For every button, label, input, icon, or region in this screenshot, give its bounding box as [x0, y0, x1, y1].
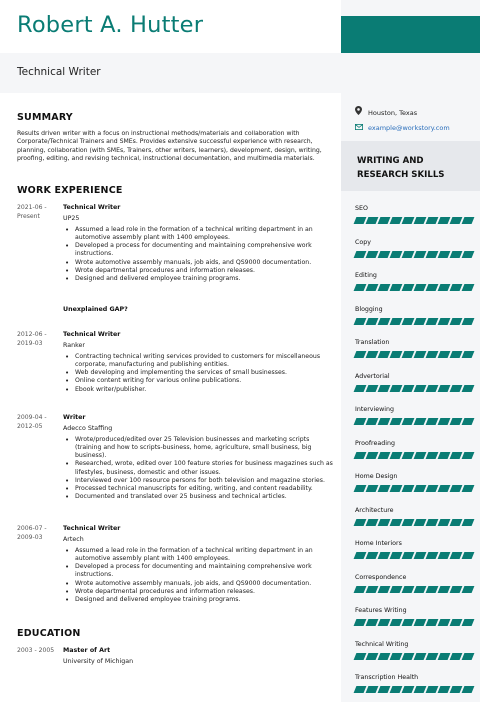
- bullet-item: • Wrote departmental procedures and information releases.: [63, 588, 335, 596]
- skill-level-segment: [438, 318, 451, 325]
- contact-location: [355, 106, 417, 117]
- skill-item: [355, 272, 475, 291]
- skill-level-segment: [426, 619, 439, 626]
- date-end: Present: [17, 212, 40, 220]
- skill-level-segment: [462, 653, 475, 660]
- skill-level-bar: [355, 251, 475, 258]
- skill-level-segment: [414, 586, 427, 593]
- skill-level-segment: [438, 385, 451, 392]
- skill-level-segment: [426, 653, 439, 660]
- skill-level-segment: [450, 418, 463, 425]
- skill-level-segment: [366, 552, 379, 559]
- skill-level-segment: [354, 452, 367, 459]
- date-start: 2021-06 -: [17, 204, 47, 211]
- skill-level-segment: [402, 351, 415, 358]
- bullet-item: • Wrote departmental procedures and information releases.: [63, 267, 335, 275]
- experience-title: Technical Writer: [63, 331, 121, 338]
- skill-level-segment: [438, 284, 451, 291]
- skill-level-segment: [378, 686, 391, 693]
- skill-label: Proofreading: [355, 439, 395, 447]
- skill-level-segment: [438, 418, 451, 425]
- skill-level-segment: [402, 217, 415, 224]
- bullet-item: • Wrote/produced/edited over 25 Television businesses and marketing scripts (training and how to scripts-business, home, agriculture, small business, big business).: [63, 436, 335, 460]
- skills-header: [341, 141, 480, 191]
- skill-level-segment: [390, 552, 403, 559]
- skill-level-segment: [402, 418, 415, 425]
- skill-level-segment: [414, 284, 427, 291]
- skill-level-segment: [438, 552, 451, 559]
- bullet-item: • Developed a process for documenting and maintaining comprehensive work instructions.: [63, 563, 335, 579]
- skill-item: [355, 674, 475, 693]
- experience-title: Writer: [63, 414, 86, 421]
- experience-date: [17, 414, 59, 431]
- skill-level-segment: [438, 519, 451, 526]
- skill-label: Technical Writing: [355, 640, 409, 648]
- skill-item: [355, 239, 475, 258]
- location-pin-icon: [355, 106, 364, 117]
- experience-bullets: [63, 353, 335, 393]
- education-school: University of Michigan: [63, 657, 134, 665]
- sidebar-accent-block: [341, 16, 480, 53]
- skill-level-segment: [450, 385, 463, 392]
- skill-level-segment: [462, 284, 475, 291]
- skill-level-segment: [462, 619, 475, 626]
- skill-level-segment: [414, 653, 427, 660]
- skill-level-segment: [378, 318, 391, 325]
- skill-item: [355, 406, 475, 425]
- skill-label: Correspondence: [355, 573, 407, 581]
- experience-company: Adecco Staffing: [63, 424, 113, 432]
- email-link[interactable]: example@workstory.com: [368, 124, 450, 132]
- skill-level-segment: [414, 552, 427, 559]
- skill-level-segment: [426, 351, 439, 358]
- skill-level-segment: [414, 619, 427, 626]
- bullet-item: • Documented and translated over 25 business and technical articles.: [63, 493, 335, 501]
- skill-level-segment: [378, 385, 391, 392]
- experience-bullets: [63, 226, 335, 283]
- skill-level-segment: [462, 686, 475, 693]
- skill-level-bar: [355, 485, 475, 492]
- skill-level-segment: [354, 385, 367, 392]
- skill-level-segment: [462, 318, 475, 325]
- skill-level-segment: [402, 619, 415, 626]
- bullet-item: • Processed technical manuscripts for editing, writing, and content readability.: [63, 485, 335, 493]
- skill-level-segment: [438, 653, 451, 660]
- skill-level-segment: [354, 619, 367, 626]
- skill-label: Home Interiors: [355, 540, 402, 547]
- skill-level-segment: [450, 284, 463, 291]
- skill-level-segment: [450, 251, 463, 258]
- skill-level-segment: [366, 653, 379, 660]
- skill-label: Translation: [355, 339, 390, 346]
- skill-level-segment: [426, 586, 439, 593]
- skill-level-segment: [354, 251, 367, 258]
- bullet-item: • Developed a process for documenting and maintaining comprehensive work instructions.: [63, 242, 335, 258]
- skill-label: Advertorial: [355, 372, 390, 380]
- experience-company: Artech: [63, 535, 84, 543]
- skill-item: [355, 540, 475, 559]
- skill-level-segment: [390, 418, 403, 425]
- experience-date: [17, 204, 59, 221]
- skill-level-segment: [402, 318, 415, 325]
- skill-level-segment: [438, 217, 451, 224]
- skill-label: Blogging: [355, 305, 383, 313]
- skill-level-segment: [462, 485, 475, 492]
- skill-level-segment: [438, 619, 451, 626]
- skill-level-segment: [426, 251, 439, 258]
- skill-level-bar: [355, 586, 475, 593]
- skill-level-segment: [402, 686, 415, 693]
- skill-level-segment: [390, 251, 403, 258]
- skill-level-segment: [354, 284, 367, 291]
- skill-level-bar: [355, 619, 475, 626]
- skill-level-segment: [378, 418, 391, 425]
- skill-level-segment: [426, 452, 439, 459]
- skill-level-segment: [354, 586, 367, 593]
- bullet-item: • Ebook writer/publisher.: [63, 386, 335, 394]
- skill-level-segment: [414, 318, 427, 325]
- skill-level-segment: [426, 686, 439, 693]
- skill-level-segment: [378, 552, 391, 559]
- skill-level-bar: [355, 418, 475, 425]
- skill-level-segment: [450, 519, 463, 526]
- skill-label: Architecture: [355, 506, 394, 514]
- skill-level-segment: [366, 385, 379, 392]
- bullet-item: • Interviewed over 100 resource persons for both television and magazine stories.: [63, 477, 335, 485]
- skill-level-segment: [438, 586, 451, 593]
- skill-level-segment: [366, 686, 379, 693]
- skill-level-segment: [450, 552, 463, 559]
- skill-level-segment: [354, 418, 367, 425]
- skill-level-segment: [390, 385, 403, 392]
- skill-item: [355, 205, 475, 224]
- experience-date: [17, 525, 59, 542]
- skills-heading-line2: RESEARCH SKILLS: [357, 169, 445, 180]
- skill-level-segment: [414, 385, 427, 392]
- skill-level-segment: [378, 519, 391, 526]
- skill-level-segment: [462, 217, 475, 224]
- skill-level-segment: [414, 217, 427, 224]
- skill-level-segment: [366, 251, 379, 258]
- skill-level-segment: [426, 217, 439, 224]
- skill-level-segment: [378, 653, 391, 660]
- skill-level-segment: [390, 586, 403, 593]
- skill-level-segment: [414, 452, 427, 459]
- skill-level-segment: [390, 452, 403, 459]
- skill-level-segment: [378, 586, 391, 593]
- education-date: 2003 - 2005: [17, 647, 55, 654]
- skill-level-segment: [390, 318, 403, 325]
- experience-title: Technical Writer: [63, 525, 121, 532]
- skill-level-bar: [355, 653, 475, 660]
- skill-level-segment: [366, 318, 379, 325]
- skill-level-segment: [462, 519, 475, 526]
- skill-level-segment: [450, 351, 463, 358]
- date-start: 2009-04 -: [17, 414, 47, 421]
- skill-level-segment: [450, 318, 463, 325]
- date-end: 2012-05: [17, 422, 43, 430]
- summary-text: Results driven writer with a focus on instructional methods/materials and collaboration with Corporate/Technical Trainers and SMEs. Provides extensive successful experience with research, planning, collaboration (with SMEs, Trainers, other writers, learners), development, design, writing, proofing, editing, and revising technical, instructional documentation, and multimedia materials.: [17, 130, 322, 163]
- experience-company: Ranker: [63, 341, 85, 349]
- skill-label: Transcription Health: [355, 674, 419, 681]
- skill-level-segment: [450, 619, 463, 626]
- skill-level-segment: [450, 653, 463, 660]
- skill-item: [355, 574, 475, 593]
- skill-level-segment: [402, 586, 415, 593]
- skill-level-segment: [426, 552, 439, 559]
- bullet-item: • Assumed a lead role in the formation of a technical writing department in an automotive assembly plant with 1400 employees.: [63, 226, 335, 242]
- skill-level-segment: [366, 619, 379, 626]
- skill-level-segment: [462, 586, 475, 593]
- bullet-item: • Designed and delivered employee training programs.: [63, 275, 335, 283]
- skill-level-segment: [462, 452, 475, 459]
- skill-item: [355, 507, 475, 526]
- skill-level-segment: [414, 351, 427, 358]
- skill-item: [355, 373, 475, 392]
- skill-level-segment: [450, 452, 463, 459]
- skill-level-segment: [402, 485, 415, 492]
- skill-level-bar: [355, 519, 475, 526]
- skill-level-segment: [462, 351, 475, 358]
- skill-level-segment: [354, 217, 367, 224]
- skill-level-segment: [426, 318, 439, 325]
- date-end: 2009-03: [17, 533, 43, 541]
- skill-level-segment: [414, 485, 427, 492]
- skill-level-segment: [366, 284, 379, 291]
- skill-level-bar: [355, 686, 475, 693]
- skill-level-segment: [426, 519, 439, 526]
- skill-level-segment: [390, 686, 403, 693]
- mail-icon: [355, 124, 364, 132]
- skill-level-segment: [438, 452, 451, 459]
- skill-level-segment: [402, 452, 415, 459]
- skill-level-segment: [450, 586, 463, 593]
- date-end: 2019-03: [17, 339, 43, 347]
- skill-level-segment: [414, 519, 427, 526]
- skill-level-segment: [378, 452, 391, 459]
- skill-level-bar: [355, 351, 475, 358]
- skill-label: Interviewing: [355, 406, 395, 413]
- bullet-item: • Wrote automotive assembly manuals, job aids, and QS9000 documentation.: [63, 580, 335, 588]
- skill-level-segment: [462, 418, 475, 425]
- skill-level-bar: [355, 217, 475, 224]
- bullet-item: • Contracting technical writing services provided to customers for miscellaneous corporate, manufacturing and publishing entities.: [63, 353, 335, 369]
- skill-level-bar: [355, 284, 475, 291]
- skill-level-bar: [355, 385, 475, 392]
- skill-level-bar: [355, 318, 475, 325]
- bullet-item: • Assumed a lead role in the formation of a technical writing department in an automotive assembly plant with 1400 employees.: [63, 547, 335, 563]
- skill-level-segment: [366, 519, 379, 526]
- experience-title: Technical Writer: [63, 204, 121, 211]
- bullet-item: • Web developing and implementing the services of small businesses.: [63, 369, 335, 377]
- bullet-item: • Wrote automotive assembly manuals, job aids, and QS9000 documentation.: [63, 259, 335, 267]
- candidate-name: Robert A. Hutter: [17, 12, 204, 38]
- skill-level-segment: [414, 418, 427, 425]
- skill-level-segment: [450, 485, 463, 492]
- experience-company: UP25: [63, 214, 80, 222]
- skill-level-segment: [450, 686, 463, 693]
- skill-level-segment: [402, 653, 415, 660]
- skill-item: [355, 339, 475, 358]
- skill-level-segment: [354, 653, 367, 660]
- skill-level-segment: [426, 385, 439, 392]
- skill-level-segment: [402, 552, 415, 559]
- skill-level-segment: [402, 385, 415, 392]
- skill-level-segment: [366, 586, 379, 593]
- candidate-job-title: Technical Writer: [17, 66, 101, 78]
- skill-level-segment: [354, 485, 367, 492]
- skill-level-segment: [354, 519, 367, 526]
- skill-level-segment: [366, 351, 379, 358]
- skill-level-segment: [462, 251, 475, 258]
- bullet-item: • Designed and delivered employee training programs.: [63, 596, 335, 604]
- skill-level-segment: [390, 653, 403, 660]
- skill-level-segment: [378, 485, 391, 492]
- skill-level-segment: [438, 686, 451, 693]
- skill-label: Features Writing: [355, 607, 407, 614]
- skill-level-segment: [390, 351, 403, 358]
- skill-level-segment: [366, 452, 379, 459]
- skill-level-bar: [355, 552, 475, 559]
- gap-note: Unexplained GAP?: [63, 306, 128, 313]
- date-start: 2012-06 -: [17, 331, 47, 338]
- skill-level-segment: [390, 217, 403, 224]
- skill-level-bar: [355, 452, 475, 459]
- skill-label: SEO: [355, 205, 368, 212]
- skill-level-segment: [438, 485, 451, 492]
- location-text: Houston, Texas: [368, 109, 418, 117]
- skills-heading-line1: WRITING AND: [357, 156, 424, 166]
- skill-level-segment: [378, 284, 391, 291]
- skill-level-segment: [366, 485, 379, 492]
- skill-label: Home Design: [355, 473, 398, 480]
- skill-item: [355, 306, 475, 325]
- skill-level-segment: [390, 619, 403, 626]
- skill-item: [355, 473, 475, 492]
- skill-level-segment: [402, 251, 415, 258]
- skill-level-segment: [438, 251, 451, 258]
- skill-level-segment: [462, 385, 475, 392]
- skill-level-segment: [426, 418, 439, 425]
- skill-level-segment: [378, 251, 391, 258]
- bullet-item: • Online content writing for various online publications.: [63, 377, 335, 385]
- skill-level-segment: [426, 485, 439, 492]
- skill-level-segment: [390, 519, 403, 526]
- experience-bullets: [63, 547, 335, 604]
- skill-level-segment: [354, 686, 367, 693]
- skill-level-segment: [366, 217, 379, 224]
- skill-level-segment: [378, 217, 391, 224]
- skill-level-segment: [402, 284, 415, 291]
- skill-label: Copy: [355, 238, 371, 246]
- skill-item: [355, 641, 475, 660]
- skill-item: [355, 440, 475, 459]
- work-experience-heading: WORK EXPERIENCE: [17, 185, 123, 196]
- skill-item: [355, 607, 475, 626]
- skill-level-segment: [390, 485, 403, 492]
- skill-level-segment: [450, 217, 463, 224]
- skill-level-segment: [414, 686, 427, 693]
- skill-level-segment: [354, 351, 367, 358]
- contact-email[interactable]: [355, 124, 450, 132]
- skill-level-segment: [378, 619, 391, 626]
- skill-level-segment: [414, 251, 427, 258]
- date-start: 2006-07 -: [17, 525, 47, 532]
- skill-level-segment: [354, 318, 367, 325]
- education-degree: Master of Art: [63, 647, 111, 654]
- skill-level-segment: [354, 552, 367, 559]
- education-heading: EDUCATION: [17, 628, 81, 639]
- bullet-item: • Researched, wrote, edited over 100 feature stories for business magazines such as lifestyles, business, domestic and other issues.: [63, 460, 335, 476]
- skill-label: Editing: [355, 272, 377, 279]
- skill-level-segment: [366, 418, 379, 425]
- experience-bullets: [63, 436, 335, 501]
- experience-date: [17, 331, 59, 348]
- skill-level-segment: [426, 284, 439, 291]
- skill-level-segment: [402, 519, 415, 526]
- skill-level-segment: [462, 552, 475, 559]
- skill-level-segment: [378, 351, 391, 358]
- summary-heading: SUMMARY: [17, 112, 73, 123]
- skill-level-segment: [438, 351, 451, 358]
- skill-level-segment: [390, 284, 403, 291]
